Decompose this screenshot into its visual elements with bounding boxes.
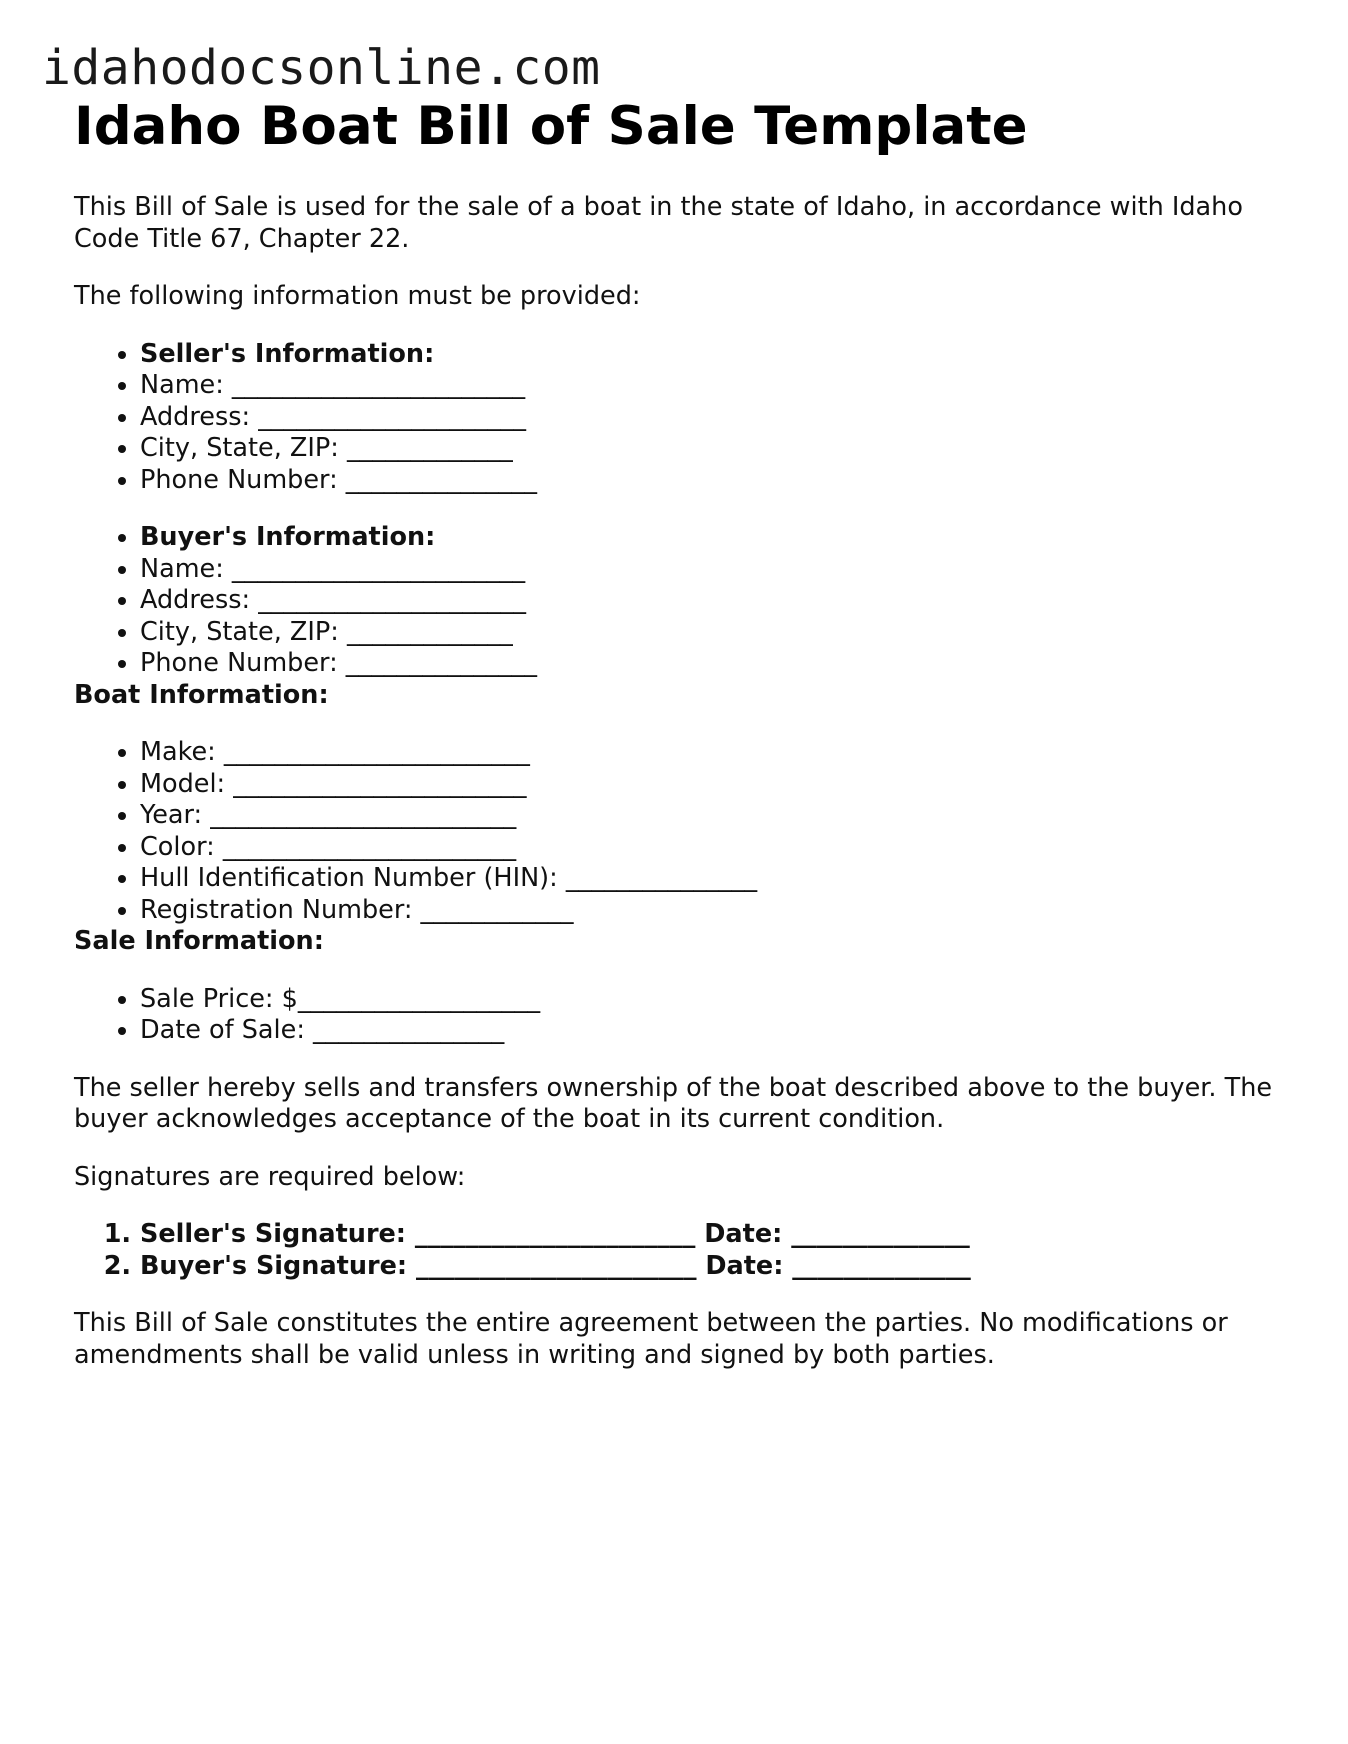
- boat-model-field: • Model: _______________________: [140, 769, 1294, 801]
- closing-paragraph: This Bill of Sale constitutes the entire agreement between the parties. No modifications or amendments shall be valid unless in writing and signed by both parties.: [74, 1308, 1228, 1370]
- seller-city-state-zip-field: • City, State, ZIP: _____________: [140, 433, 1294, 465]
- boat-year-field: • Year: ________________________: [140, 800, 1294, 832]
- instruction-text: The following information must be provided:: [74, 281, 641, 311]
- buyer-signature-line: 2. Buyer's Signature: ______________________ Date: ______________: [140, 1251, 1294, 1283]
- signature-list: [74, 1219, 1294, 1282]
- sale-date-field: • Date of Sale: _______________: [140, 1015, 1294, 1047]
- seller-info-heading: • Seller's Information:: [140, 339, 1294, 371]
- seller-info-list: [74, 339, 1294, 497]
- buyer-name-field: • Name: _______________________: [140, 554, 1294, 586]
- sale-price-field: • Sale Price: $___________________: [140, 984, 1294, 1016]
- signatures-intro: Signatures are required below:: [74, 1161, 466, 1192]
- sale-info-list: [74, 984, 1294, 1047]
- boat-color-field: • Color: _______________________: [140, 832, 1294, 864]
- buyer-phone-field: • Phone Number: _______________: [140, 648, 1294, 680]
- boat-hin-field: • Hull Identification Number (HIN): _______________: [140, 863, 1294, 895]
- transfer-paragraph: The seller hereby sells and transfers ownership of the boat described above to the buyer. The buyer acknowledges acceptance of the boat in its current condition.: [74, 1072, 1273, 1134]
- seller-name-field: • Name: _______________________: [140, 370, 1294, 402]
- seller-signature-line: 1. Seller's Signature: ______________________ Date: ______________: [140, 1219, 1294, 1251]
- buyer-info-list: [74, 522, 1294, 680]
- site-watermark: idahodocsonline.com: [42, 40, 601, 96]
- sale-info-heading: Sale Information:: [74, 926, 324, 956]
- boat-info-list: [74, 737, 1294, 926]
- seller-phone-field: • Phone Number: _______________: [140, 465, 1294, 497]
- buyer-info-heading: • Buyer's Information:: [140, 522, 1294, 554]
- intro-paragraph: This Bill of Sale is used for the sale of a boat in the state of Idaho, in accordance with Idaho Code Title 67, Chapter 22.: [74, 192, 1243, 254]
- document-body: [74, 96, 1294, 1371]
- boat-make-field: • Make: ________________________: [140, 737, 1294, 769]
- page-title: Idaho Boat Bill of Sale Template: [74, 96, 1028, 157]
- boat-info-heading: Boat Information:: [74, 679, 329, 710]
- boat-registration-field: • Registration Number: ____________: [140, 895, 1294, 927]
- seller-address-field: • Address: _____________________: [140, 402, 1294, 434]
- buyer-city-state-zip-field: • City, State, ZIP: _____________: [140, 617, 1294, 649]
- buyer-address-field: • Address: _____________________: [140, 585, 1294, 617]
